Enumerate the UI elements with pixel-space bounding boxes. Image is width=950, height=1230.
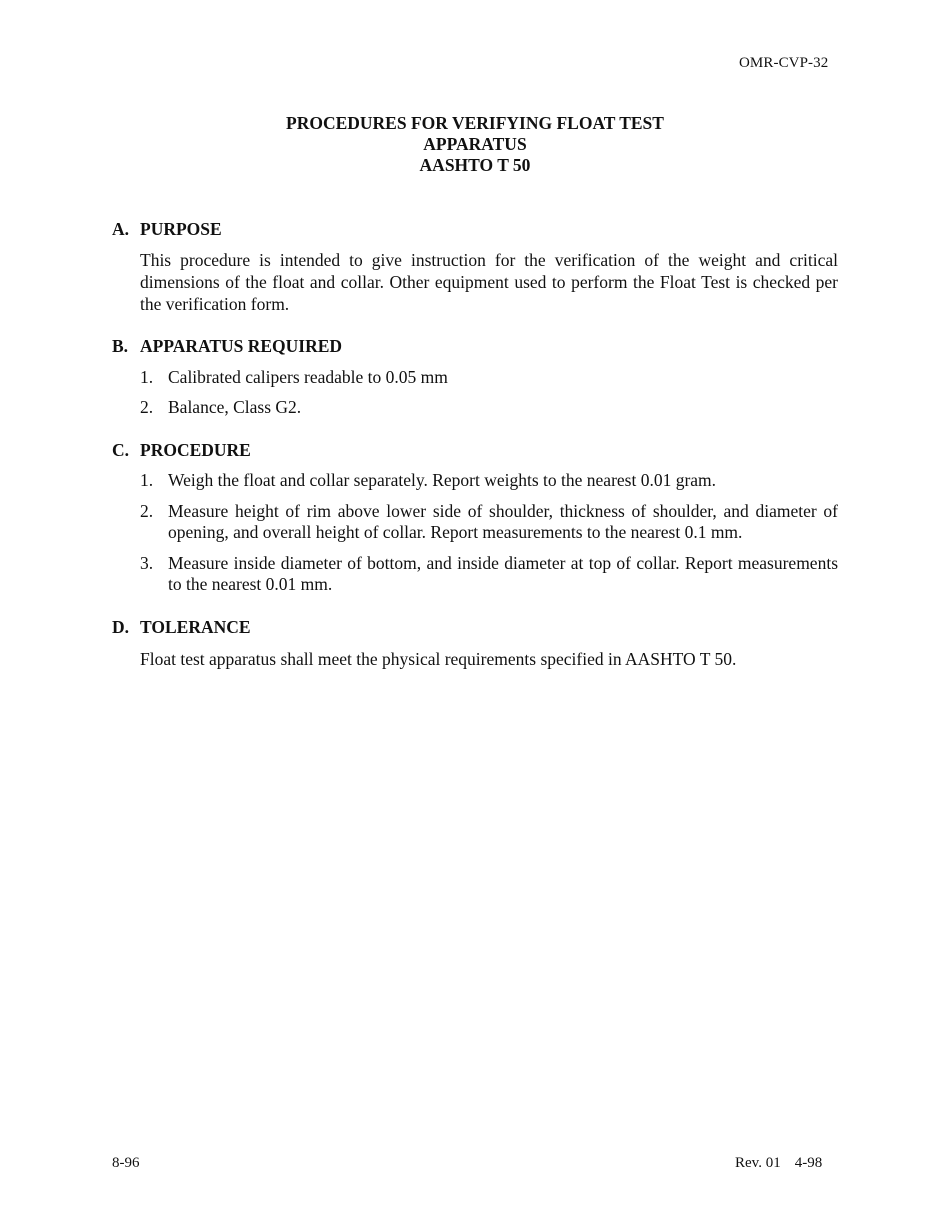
section-letter: C. [112,440,130,460]
footer-page-code: 8-96 [112,1155,140,1171]
revision-label: Rev. 01 [735,1155,781,1171]
list-number: 1. [140,470,154,490]
list-number: 2. [140,501,154,521]
section-title: PURPOSE [140,219,222,239]
purpose-paragraph: This procedure is intended to give instruction for the verification of the weight and critical dimensions of the float and collar. Other equipment used to perform the Float Test is checked per the verification form. [140,250,838,314]
list-text: Measure height of rim above lower side of shoulder, thickness of shoulder, and diameter of opening, and overall height of collar. Report measurements to the nearest 0.1 mm. [168,501,838,542]
title-line-3: AASHTO T 50 [419,155,531,175]
footer-revision [735,1155,822,1172]
document-title [0,113,950,176]
section-c-heading [112,440,251,461]
list-number: 1. [140,367,154,387]
section-letter: B. [112,336,129,356]
revision-date: 4-98 [794,1155,823,1171]
list-item [140,397,838,418]
section-letter: D. [112,617,130,637]
list-text: Balance, Class G2. [168,397,302,417]
tolerance-paragraph: Float test apparatus shall meet the physical requirements specified in AASHTO T 50. [140,649,737,669]
section-title: PROCEDURE [140,440,251,460]
list-item [140,501,838,543]
list-number: 3. [140,553,154,573]
list-item [140,553,838,595]
list-item [140,470,838,491]
list-item [140,367,838,388]
list-text: Calibrated calipers readable to 0.05 mm [168,367,448,387]
list-number: 2. [140,397,154,417]
section-title: APPARATUS REQUIRED [140,336,343,356]
document-id: OMR-CVP-32 [739,55,829,71]
section-d-heading [112,617,251,638]
title-line-1: PROCEDURES FOR VERIFYING FLOAT TEST [286,113,664,133]
list-text: Measure inside diameter of bottom, and inside diameter at top of collar. Report measurements to the nearest 0.01 mm. [168,553,838,594]
list-text: Weigh the float and collar separately. Report weights to the nearest 0.01 gram. [168,470,717,490]
section-title: TOLERANCE [140,617,251,637]
section-letter: A. [112,219,130,239]
title-line-2: APPARATUS [423,134,527,154]
section-b-heading [112,336,342,357]
section-a-heading [112,219,222,240]
